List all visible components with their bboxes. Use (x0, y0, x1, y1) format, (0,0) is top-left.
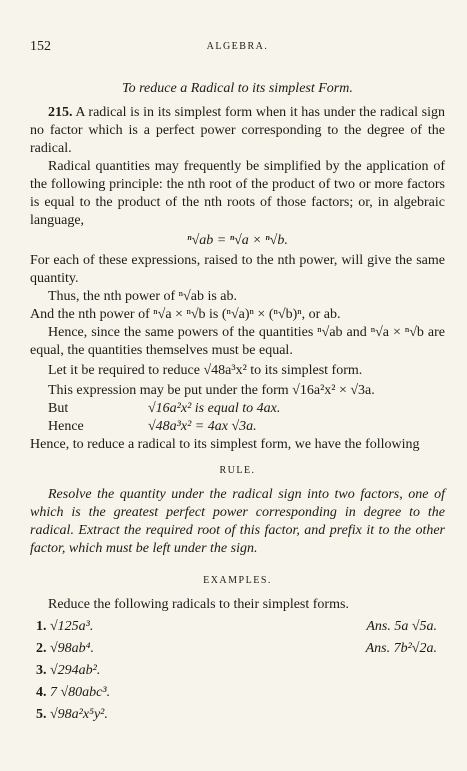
example-question: √98ab⁴. (50, 641, 95, 656)
paragraph-hence-equal: Hence, since the same powers of the quantities ⁿ√ab and ⁿ√a × ⁿ√b are equal, the quantities themselves must be equal. (30, 325, 445, 358)
examples-intro: Reduce the following radicals to their simplest forms. (48, 597, 349, 612)
example-answer: Ans. 5a √5a. (366, 619, 437, 634)
paragraph-expression: This expression may be put under the form √16a²x² × √3a. (48, 383, 375, 398)
but-label: But (48, 401, 69, 416)
article-number: 215. (48, 105, 73, 120)
paragraph-following: Hence, to reduce a radical to its simplest form, we have the following (30, 437, 420, 452)
example-number: 3. (36, 663, 47, 678)
example-item (30, 638, 445, 660)
examples-title: EXAMPLES. (203, 575, 272, 586)
example-item (30, 704, 445, 726)
example-item (30, 682, 445, 704)
hence-expression: √48a³x² = 4ax √3a. (148, 419, 257, 434)
example-answer: Ans. 7b²√2a. (365, 641, 437, 656)
paragraph-and: And the nth power of ⁿ√a × ⁿ√b is (ⁿ√a)ⁿ × (ⁿ√b)ⁿ, or ab. (30, 307, 341, 322)
paragraph-nth-power: For each of these expressions, raised to the nth power, will give the same quantity. (30, 253, 445, 286)
page-header (30, 38, 445, 56)
running-title: ALGEBRA. (206, 41, 269, 52)
example-number: 4. (36, 685, 47, 700)
hence-row (30, 418, 445, 436)
example-question: √125a³. (50, 619, 94, 634)
paragraph-215-text: A radical is in its simplest form when it has under the radical sign no factor which is a perfect power corresponding to the degree of the radical. (30, 105, 445, 156)
examples-list (30, 616, 445, 726)
but-expression: √16a²x² is equal to 4ax. (148, 401, 281, 416)
page-content (30, 80, 445, 726)
rule-text: Resolve the quantity under the radical sign into two factors, one of which is the greatest perfect power corresponding in degree to the radical. Extract the required root of this factor, and prefix it to the other factor, which must be left under the sign. (30, 487, 445, 556)
formula-product-roots: ⁿ√ab = ⁿ√a × ⁿ√b. (187, 233, 288, 248)
example-number: 2. (36, 641, 47, 656)
hence-label: Hence (48, 419, 84, 434)
paragraph-required: Let it be required to reduce √48a³x² to its simplest form. (48, 363, 363, 378)
example-item (30, 616, 445, 638)
example-number: 5. (36, 707, 47, 722)
example-item (30, 660, 445, 682)
paragraph-thus: Thus, the nth power of ⁿ√ab is ab. (48, 289, 237, 304)
page-number: 152 (30, 39, 51, 54)
example-number: 1. (36, 619, 47, 634)
but-row (30, 400, 445, 418)
rule-title: RULE. (219, 465, 256, 476)
example-question: √98a²x⁵y². (50, 707, 108, 722)
paragraph-principle: Radical quantities may frequently be simplified by the application of the following principle: the nth root of the product of two or more factors is equal to the product of the nth roots of those factors; or, in algebraic language, (30, 159, 445, 228)
section-title: To reduce a Radical to its simplest Form. (122, 81, 353, 96)
paragraph-215 (30, 104, 445, 158)
example-question: 7 √80abc³. (50, 685, 111, 700)
example-question: √294ab². (50, 663, 101, 678)
